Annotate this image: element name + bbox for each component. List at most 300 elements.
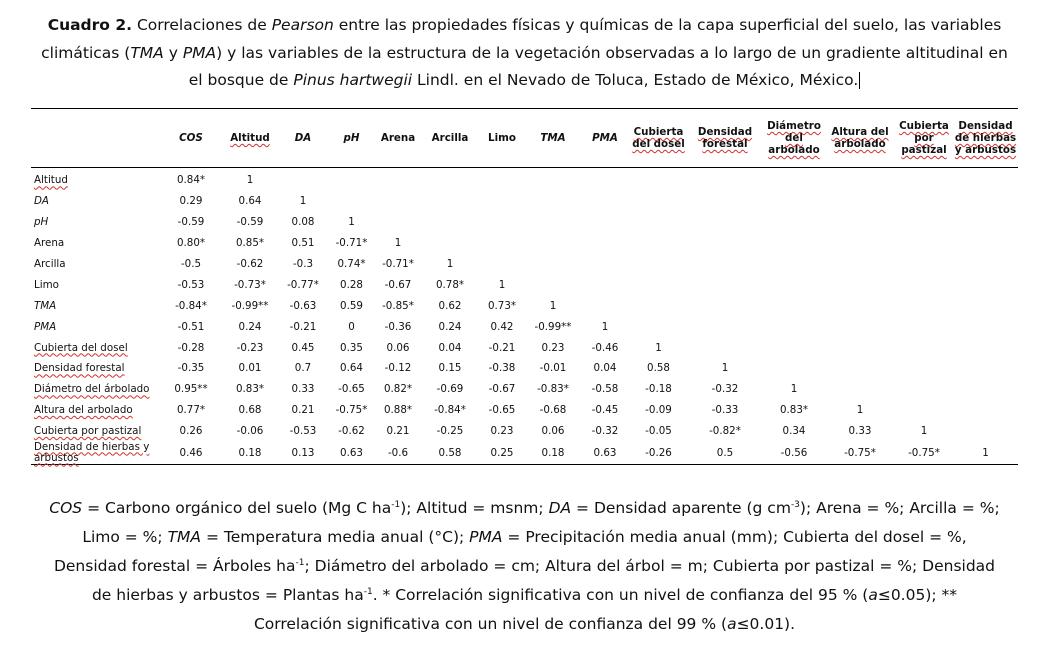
table-cell: -0.23 (236, 341, 264, 354)
table-cell: -0.69 (436, 383, 464, 396)
table-cell: -0.53 (177, 278, 205, 291)
row-label-text: Diámetro del árbolado (34, 383, 150, 396)
table-cell (580, 274, 630, 295)
table-cell: 0.21 (291, 404, 315, 417)
table-cell: 0.73* (487, 299, 517, 312)
footnote-text: ; Diámetro del arbolado = cm; Altura del árbol = m; Cubierta por pastizal = %; Densidad de hierbas y arbustos = Plantas ha (91, 557, 996, 604)
table-cell (953, 337, 1018, 358)
table-cell (953, 254, 1018, 275)
table-cell (895, 295, 953, 316)
table-cell (630, 274, 687, 295)
table-cell: -0.36 (384, 320, 412, 333)
table-cell: 0.21 (386, 425, 410, 438)
caption-italic: TMA (130, 43, 164, 62)
row-label (31, 233, 159, 254)
column-header-label: Limo (488, 132, 516, 144)
table-cell: 0.64 (238, 195, 262, 208)
table-cell (895, 316, 953, 337)
row-label (31, 274, 159, 295)
column-header (159, 109, 223, 168)
footnote-sup: -1 (391, 499, 401, 510)
table-row (31, 316, 1018, 337)
caption-italic: Pinus hartwegii (293, 71, 413, 89)
table-cell: -0.33 (711, 404, 739, 417)
table-row (31, 421, 1018, 442)
table-cell: -0.5 (180, 258, 202, 270)
row-label (31, 254, 159, 275)
table-cell: -0.67 (384, 278, 412, 291)
table-cell: 0.18 (238, 446, 262, 459)
table-cell: 0.01 (238, 362, 262, 375)
table-cell (630, 233, 687, 254)
table-cell: -0.12 (384, 362, 412, 375)
table-cell (422, 233, 478, 254)
table-cell: 1 (790, 383, 798, 396)
table-cell (329, 168, 374, 191)
table-cell: 1 (982, 446, 989, 459)
table-cell: 0.63 (340, 446, 363, 459)
table-cell: 1 (655, 341, 662, 354)
table-cell (687, 337, 763, 358)
table-cell: 0.18 (541, 446, 565, 459)
table-cell: -0.09 (645, 404, 672, 417)
table-cell: 0.34 (782, 425, 806, 438)
footnote-text: ≤0.05); ** Correlación significativa con un nivel de confianza del 99 % ( (253, 586, 958, 633)
table-cell (478, 191, 526, 212)
table-cell: -0.21 (488, 341, 516, 354)
footnote-text: = Temperatura media anual (°C); (201, 528, 470, 546)
footnote-sup: -1 (363, 586, 373, 597)
column-header-label: Arcilla (431, 132, 469, 144)
row-label-text: Limo (34, 278, 59, 291)
column-header (895, 109, 953, 168)
table-cell: -0.32 (591, 425, 619, 438)
table-cell: -0.75* (844, 446, 876, 459)
footnote-sup: -3 (790, 499, 800, 510)
table-cell (953, 400, 1018, 421)
table-row (31, 295, 1018, 316)
table-cell (895, 358, 953, 379)
caption-text: entre las propiedades físicas y químicas de la capa superficial del suelo, las variables climáticas ( (41, 16, 1002, 62)
column-header-label: COS (179, 132, 203, 144)
table-cell (763, 168, 825, 191)
table-cell: -0.35 (177, 362, 205, 375)
footnote-text: = Carbono orgánico del suelo (Mg C ha (82, 499, 392, 517)
table-cell (763, 358, 825, 379)
table-row (31, 254, 1018, 275)
row-label (31, 400, 159, 421)
column-header (277, 109, 329, 168)
column-header (953, 109, 1018, 168)
table-cell (630, 168, 687, 191)
table-cell: 0.33 (848, 425, 872, 438)
table-cell (580, 191, 630, 212)
table-cell: -0.06 (236, 425, 264, 438)
table-cell (374, 212, 422, 233)
column-header-label: Altitud (230, 132, 270, 144)
table-cell (630, 191, 687, 212)
table-cell: 0 (348, 320, 355, 333)
footnote-italic: PMA (469, 528, 503, 546)
table-cell (687, 191, 763, 212)
table-cell (763, 295, 825, 316)
table-cell: 1 (299, 195, 307, 208)
table-cell: -0.32 (711, 383, 739, 396)
table-cell: -0.75* (335, 404, 368, 417)
table-cell: 0.63 (593, 446, 617, 459)
table-cell: 0.84* (176, 174, 206, 187)
column-header (374, 109, 422, 168)
table-cell: 0.28 (340, 278, 363, 291)
header-corner (31, 109, 159, 168)
table-cell: 0.29 (179, 195, 203, 208)
table-cell: -0.65 (488, 404, 516, 417)
table-cell (825, 379, 895, 400)
table-cell: 1 (498, 278, 506, 291)
table-cell: 0.51 (291, 237, 315, 250)
table-row (31, 233, 1018, 254)
table-cell (825, 358, 895, 379)
table-cell: -0.62 (338, 425, 365, 438)
table-cell (953, 212, 1018, 233)
table-cell (763, 254, 825, 275)
table-cell (895, 337, 953, 358)
table-cell: 0.68 (238, 404, 262, 417)
table-cell (763, 233, 825, 254)
table-cell (825, 274, 895, 295)
caption-label: Cuadro 2. (47, 16, 133, 34)
table-cell (895, 212, 953, 233)
table-cell: 0.58 (647, 362, 670, 375)
table-cell: 0.26 (179, 425, 203, 438)
table-row (31, 274, 1018, 295)
table-cell: 0.45 (291, 341, 315, 354)
table-cell: -0.85* (382, 299, 414, 312)
table-cell: -0.46 (591, 341, 619, 354)
table-cell: 0.58 (438, 446, 462, 459)
caption-text: Correlaciones de (132, 16, 272, 34)
text-cursor (859, 72, 860, 89)
footnote-text: = Densidad aparente (g cm (571, 499, 791, 517)
table-cell (953, 379, 1018, 400)
table-cell (763, 337, 825, 358)
table-cell: -0.56 (780, 446, 808, 459)
row-label-text: Densidad de hierbas y arbustos (34, 440, 150, 464)
footnote-text: ); Arena = %; Arcilla = %; Limo = %; (82, 499, 1000, 546)
column-header (329, 109, 374, 168)
table-cell: 1 (549, 299, 557, 312)
table-cell (478, 254, 526, 275)
row-label (31, 442, 159, 465)
table-cell (895, 254, 953, 275)
table-cell (953, 168, 1018, 191)
table-cell (630, 295, 687, 316)
row-label-text: DA (34, 195, 49, 208)
column-header-label: Densidad forestal (697, 126, 753, 150)
table-cell: 1 (246, 174, 254, 187)
row-label-text: pH (34, 216, 49, 229)
table-cell (374, 168, 422, 191)
table-cell (825, 316, 895, 337)
table-cell: 1 (394, 237, 402, 250)
table-cell: -0.99** (231, 299, 269, 312)
row-label-text: PMA (34, 320, 57, 333)
column-header (422, 109, 478, 168)
table-cell (526, 233, 580, 254)
table-cell (825, 212, 895, 233)
table-row (31, 168, 1018, 191)
column-header-label: Cubierta del dosel (632, 126, 685, 150)
table-cell: 0.33 (291, 383, 315, 396)
table-cell: 0.06 (541, 425, 565, 438)
table-cell (763, 212, 825, 233)
footnote-italic: DA (548, 499, 572, 517)
caption-italic: Pearson (271, 16, 334, 34)
column-header-label: Altura del arbolado (831, 126, 889, 150)
table-cell (478, 233, 526, 254)
table-cell (687, 316, 763, 337)
table-cell (895, 400, 953, 421)
table-cell: -0.3 (292, 258, 314, 270)
table-cell: 0.78* (435, 278, 465, 291)
table-cell: 1 (721, 362, 729, 375)
table-cell: 0.74* (337, 258, 366, 270)
column-header (687, 109, 763, 168)
table-cell: 0.95** (174, 383, 208, 396)
table-cell (953, 233, 1018, 254)
table-cell (953, 274, 1018, 295)
table-cell (687, 168, 763, 191)
footnote-text: . * Correlación significativa con un nivel de confianza del 95 % ( (372, 586, 869, 604)
footnote-text: = Precipitación media anual (mm); Cubierta del dosel = %, Densidad forestal = Árboles ha (53, 528, 967, 575)
table-row (31, 358, 1018, 379)
row-label (31, 191, 159, 212)
table-cell: 0.83* (779, 404, 809, 417)
footnote-italic: COS (49, 499, 83, 517)
table-cell: 0.24 (238, 320, 262, 333)
table-cell: -0.28 (177, 341, 205, 354)
row-label-text: Densidad forestal (34, 362, 125, 375)
table-cell: 0.46 (179, 446, 203, 459)
table-cell (374, 191, 422, 212)
row-label-text: Arena (34, 237, 65, 250)
caption-italic: PMA (182, 43, 217, 62)
column-header (526, 109, 580, 168)
footnote-text: ); Altitud = msnm; (400, 499, 549, 517)
table-cell: -0.18 (645, 383, 672, 396)
table-cell (953, 316, 1018, 337)
table-cell: -0.84* (175, 299, 207, 312)
row-label-text: Arcilla (34, 258, 66, 270)
table-row (31, 337, 1018, 358)
row-label (31, 379, 159, 400)
column-header (478, 109, 526, 168)
table-cell (478, 212, 526, 233)
table-cell: 0.83* (235, 383, 265, 396)
table-row (31, 379, 1018, 400)
table-cell: -0.58 (591, 383, 619, 396)
row-label-text: Cubierta por pastizal (34, 425, 142, 438)
table-cell (825, 295, 895, 316)
row-label (31, 212, 159, 233)
table-cell: 1 (446, 258, 454, 270)
table-cell: -0.75* (908, 446, 940, 459)
table-cell: -0.51 (177, 320, 205, 333)
footnote-sup: -1 (295, 557, 305, 568)
table-cell (687, 295, 763, 316)
table-cell: -0.45 (591, 404, 619, 417)
column-header-label: DA (294, 132, 312, 144)
table-cell (763, 191, 825, 212)
table-cell: -0.63 (289, 299, 317, 312)
table-row (31, 400, 1018, 421)
table-cell (825, 168, 895, 191)
column-header (630, 109, 687, 168)
table-cell (953, 191, 1018, 212)
column-header (763, 109, 825, 168)
table-cell (895, 168, 953, 191)
column-header-label: Arena (380, 132, 416, 144)
table-cell: 0.85* (235, 237, 265, 250)
row-label (31, 421, 159, 442)
table-cell: -0.53 (289, 425, 317, 438)
table-cell: 0.80* (176, 237, 206, 250)
table-caption (32, 12, 1017, 95)
row-label (31, 337, 159, 358)
table-cell: 1 (920, 425, 928, 438)
table-row (31, 191, 1018, 212)
table-cell: 1 (601, 320, 609, 333)
table-cell: 0.35 (340, 341, 363, 354)
table-cell (687, 274, 763, 295)
table-cell: -0.62 (236, 258, 264, 270)
column-header (223, 109, 277, 168)
table-cell: 0.23 (541, 341, 565, 354)
footnote-italic: a (868, 586, 878, 604)
caption-text: y (163, 43, 183, 62)
table-cell (580, 295, 630, 316)
table-cell (422, 191, 478, 212)
table-cell: 0.23 (490, 425, 514, 438)
row-label-text: TMA (34, 299, 57, 312)
row-label-text: Altitud (34, 174, 68, 187)
caption-text: Lindl. en el Nevado de Toluca, Estado de México, México. (412, 71, 859, 89)
table-cell (687, 212, 763, 233)
table-cell: -0.59 (236, 216, 264, 229)
table-cell: -0.6 (387, 446, 409, 459)
table-cell (953, 295, 1018, 316)
table-cell: 0.24 (438, 320, 462, 333)
table-cell: 0.64 (340, 362, 363, 375)
table-cell (526, 212, 580, 233)
table-cell (526, 168, 580, 191)
table-cell: 0.88* (383, 404, 413, 417)
table-cell (526, 254, 580, 275)
table-cell (953, 421, 1018, 442)
table-cell (630, 212, 687, 233)
table-cell: -0.05 (645, 425, 672, 438)
table-cell (422, 168, 478, 191)
table-cell: -0.83* (537, 383, 569, 396)
column-header-label: pH (343, 132, 360, 144)
table-cell: -0.99** (534, 320, 572, 333)
table-cell: -0.38 (488, 362, 516, 375)
row-label (31, 358, 159, 379)
table-cell: -0.73* (234, 278, 266, 291)
caption-text: ) y las variables de la estructura de la vegetación observadas a lo largo de un gradiente altitudinal en el bosque de (188, 43, 1008, 89)
column-header-label: TMA (540, 132, 566, 144)
column-header-label: PMA (592, 132, 618, 144)
table-cell (630, 316, 687, 337)
table-cell (895, 233, 953, 254)
table-cell: 0.7 (294, 362, 312, 375)
table-cell: -0.84* (434, 404, 466, 417)
table-cell: -0.65 (338, 383, 365, 396)
table-cell (422, 212, 478, 233)
column-header (580, 109, 630, 168)
table-cell: -0.71* (335, 237, 368, 250)
column-header-label: Densidad de hierbas y arbustos (954, 120, 1017, 156)
table-cell: -0.21 (289, 320, 317, 333)
table-cell: -0.25 (436, 425, 464, 438)
table-cell: -0.68 (539, 404, 567, 417)
table-cell (895, 191, 953, 212)
table-cell: 0.15 (438, 362, 462, 375)
table-cell (953, 358, 1018, 379)
table-cell (825, 254, 895, 275)
column-header-label: Diámetro del arbolado (767, 120, 821, 156)
table-cell: -0.82* (709, 425, 741, 438)
table-cell (526, 274, 580, 295)
table-cell: 0.08 (291, 216, 315, 229)
table-cell (763, 316, 825, 337)
table-cell: 0.82* (383, 383, 413, 396)
table-cell (580, 212, 630, 233)
table-cell (825, 233, 895, 254)
table-footnote (48, 494, 1001, 639)
table-cell (478, 168, 526, 191)
table-cell (895, 379, 953, 400)
table-cell (687, 233, 763, 254)
table-cell (825, 337, 895, 358)
table-cell (687, 254, 763, 275)
table-cell: 1 (348, 216, 355, 229)
table-cell: -0.59 (177, 216, 205, 229)
table-cell (825, 191, 895, 212)
row-label-text: Altura del arbolado (34, 404, 133, 417)
table-row (31, 212, 1018, 233)
table-cell: -0.67 (488, 383, 516, 396)
column-header-label: Cubierta por pastizal (899, 120, 949, 156)
row-label (31, 295, 159, 316)
footnote-text: ≤0.01). (736, 615, 796, 633)
footnote-italic: TMA (167, 528, 202, 546)
table-cell: 0.59 (340, 299, 363, 312)
table-cell: -0.77* (287, 278, 319, 291)
table-cell (277, 168, 329, 191)
table-cell: -0.26 (645, 446, 672, 459)
table-header-row (31, 109, 1018, 168)
table-cell: 0.42 (490, 320, 514, 333)
table-cell: 0.04 (593, 362, 617, 375)
table-cell: 0.25 (490, 446, 514, 459)
table-cell: 0.62 (438, 299, 462, 312)
table-cell (580, 233, 630, 254)
row-label-text: Cubierta del dosel (34, 341, 128, 354)
table-cell (895, 274, 953, 295)
table-cell (580, 168, 630, 191)
table-cell (329, 191, 374, 212)
